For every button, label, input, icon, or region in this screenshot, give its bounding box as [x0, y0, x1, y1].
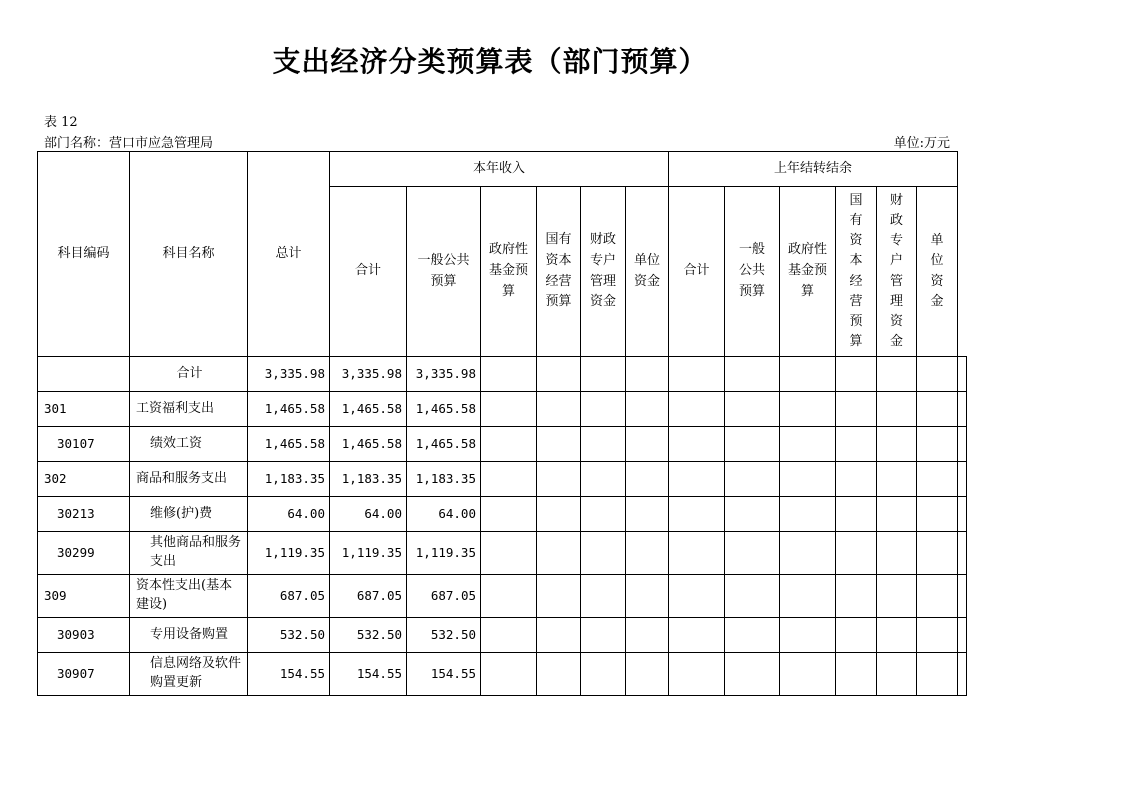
row-cur-general: 3,335.98	[407, 357, 481, 392]
row-name: 资本性支出(基本建设)	[130, 575, 248, 618]
header-total: 总计	[248, 152, 330, 357]
header-prior-fund: 政府性基金预算	[780, 187, 836, 357]
row-name: 维修(护)费	[130, 497, 248, 532]
header-cur-state-capital: 国有资本经营预算	[537, 187, 581, 357]
row-total: 532.50	[248, 618, 330, 653]
table-row	[38, 532, 967, 575]
header-prior-year: 上年结转结余	[669, 152, 958, 187]
row-name: 信息网络及软件购置更新	[130, 653, 248, 696]
table-row	[38, 575, 967, 618]
row-name: 合计	[130, 357, 248, 392]
row-cur-total: 64.00	[330, 497, 407, 532]
row-cur-total: 154.55	[330, 653, 407, 696]
row-code: 30903	[38, 618, 130, 653]
header-cur-unit-funds: 单位资金	[626, 187, 669, 357]
row-cur-general: 1,465.58	[407, 427, 481, 462]
row-cur-general: 1,183.35	[407, 462, 481, 497]
row-cur-total: 1,183.35	[330, 462, 407, 497]
row-cur-general: 532.50	[407, 618, 481, 653]
page-title: 支出经济分类预算表（部门预算）	[272, 45, 708, 78]
table-row-total	[38, 357, 967, 392]
row-total: 154.55	[248, 653, 330, 696]
row-cur-general: 687.05	[407, 575, 481, 618]
row-code: 30213	[38, 497, 130, 532]
header-prior-total: 合计	[669, 187, 725, 357]
table-number: 表 12	[44, 115, 78, 130]
row-cur-total: 687.05	[330, 575, 407, 618]
department-name: 部门名称：营口市应急管理局	[44, 136, 214, 151]
row-code	[38, 357, 130, 392]
row-total: 1,183.35	[248, 462, 330, 497]
row-code: 301	[38, 392, 130, 427]
row-cur-general: 1,119.35	[407, 532, 481, 575]
header-prior-general: 一般公共预算	[725, 187, 780, 357]
header-prior-special-account: 财政专户管理资金	[877, 187, 917, 357]
header-cur-fund: 政府性基金预算	[481, 187, 537, 357]
header-cur-total: 合计	[330, 187, 407, 357]
header-cur-special-account: 财政专户管理资金	[581, 187, 626, 357]
table-row	[38, 653, 967, 696]
row-total: 64.00	[248, 497, 330, 532]
table-row	[38, 427, 967, 462]
table-row	[38, 462, 967, 497]
row-cur-total: 1,119.35	[330, 532, 407, 575]
row-name: 工资福利支出	[130, 392, 248, 427]
row-cur-general: 64.00	[407, 497, 481, 532]
row-cur-general: 1,465.58	[407, 392, 481, 427]
row-total: 1,119.35	[248, 532, 330, 575]
row-name: 专用设备购置	[130, 618, 248, 653]
row-total: 3,335.98	[248, 357, 330, 392]
row-cur-general: 154.55	[407, 653, 481, 696]
row-name: 商品和服务支出	[130, 462, 248, 497]
row-name: 其他商品和服务支出	[130, 532, 248, 575]
row-cur-total: 3,335.98	[330, 357, 407, 392]
header-current-year: 本年收入	[330, 152, 669, 187]
row-total: 1,465.58	[248, 392, 330, 427]
budget-table	[37, 151, 967, 696]
header-name: 科目名称	[130, 152, 248, 357]
table-row	[38, 392, 967, 427]
row-code: 302	[38, 462, 130, 497]
unit-label: 单位:万元	[893, 136, 950, 151]
header-prior-unit-funds: 单位资金	[917, 187, 958, 357]
row-code: 30299	[38, 532, 130, 575]
row-cur-total: 532.50	[330, 618, 407, 653]
row-code: 309	[38, 575, 130, 618]
header-cur-general: 一般公共预算	[407, 187, 481, 357]
row-name: 绩效工资	[130, 427, 248, 462]
row-code: 30907	[38, 653, 130, 696]
row-total: 1,465.58	[248, 427, 330, 462]
table-row	[38, 618, 967, 653]
header-prior-state-capital: 国有资本经营预算	[836, 187, 877, 357]
header-code: 科目编码	[38, 152, 130, 357]
table-row	[38, 497, 967, 532]
row-cur-total: 1,465.58	[330, 392, 407, 427]
row-code: 30107	[38, 427, 130, 462]
row-cur-total: 1,465.58	[330, 427, 407, 462]
row-total: 687.05	[248, 575, 330, 618]
